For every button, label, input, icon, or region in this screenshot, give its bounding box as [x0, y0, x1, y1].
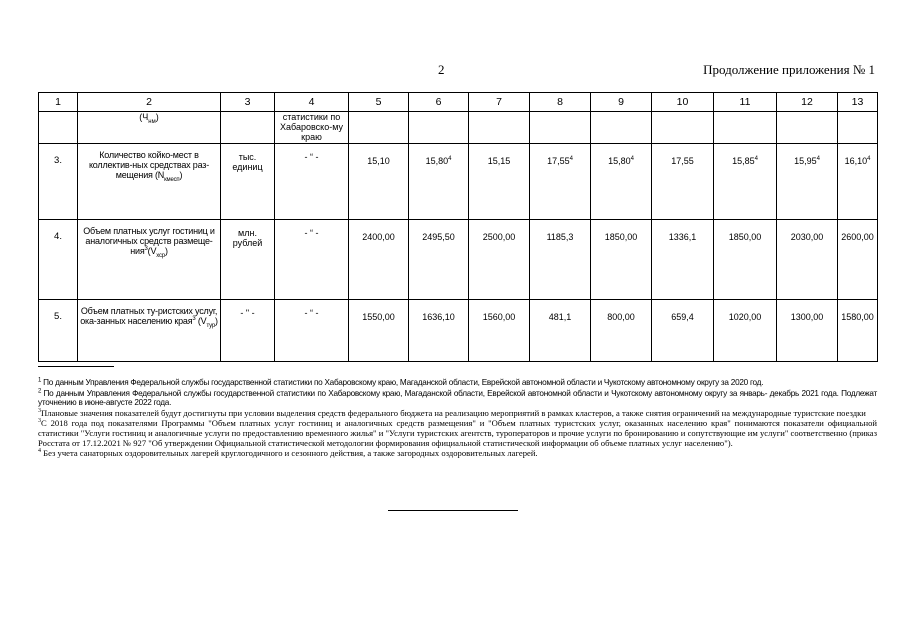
footnote-4: $^4$ Без учета санаторных оздоровительных лагерей круглогодичного и сезонного действия, а также загородных оздоровительных лагерей. — [38, 448, 538, 459]
value-cell — [409, 112, 469, 144]
indicator-cell: Количество койко-мест в коллектив-ных средствах раз-мещения $(N_{кмесп})$ — [78, 144, 221, 220]
footnote-3b: $^3$С 2018 года под показателями Программы "Объем платных услуг гостиниц и аналогичных средств размещения" и "Объем платных туристских услуг, оказанных населению края" понимаются показатели официальной статистики "Услуги гостиниц и аналогичные услуги по предоставлению временного жилья" и "Услуги туристских агентств, туроператоров и прочие услуги по бронированию и сопутствующие им услуги" соответственно (приказ Росстата от 17.12.2021 № 927 "Об утверждении Официальной статистической методологии формирования официальной статистической информации об объеме платных услуг населению"). — [38, 418, 877, 448]
col-header: 4 — [275, 93, 349, 112]
source-cell: - “ - — [275, 300, 349, 362]
col-header: 1 — [39, 93, 78, 112]
indicator-cell: Объем платных ту-ристских услуг, ока-занных населению края$^3$ $(V_{тур})$ — [78, 300, 221, 362]
value-cell — [530, 112, 591, 144]
value-cell: 17,55 — [652, 144, 714, 220]
row-number-cell: 4. — [39, 220, 78, 300]
unit-cell — [221, 112, 275, 144]
col-header: 12 — [777, 93, 838, 112]
col-header: 9 — [591, 93, 652, 112]
row-number-cell — [39, 112, 78, 144]
col-header: 11 — [714, 93, 777, 112]
value-cell: 1560,00 — [469, 300, 530, 362]
indicators-table — [38, 92, 878, 362]
unit-cell: - " - — [221, 300, 275, 362]
value-cell: 16,10$^4$ — [838, 144, 878, 220]
table-row — [39, 220, 878, 300]
value-cell: 2400,00 — [349, 220, 409, 300]
col-header: 6 — [409, 93, 469, 112]
value-cell: 800,00 — [591, 300, 652, 362]
end-divider — [388, 510, 518, 511]
footnote-2: $^2$ По данным Управления Федеральной службы государственной статистики по Хабаровскому краю, Магаданской области, Еврейской автономной области и Чукотскому автономному округу за январь- декабрь 2021 года. Подлежат уточнению в июне-августе 2022 года. — [38, 387, 877, 408]
value-cell: 481,1 — [530, 300, 591, 362]
row-number-cell: 5. — [39, 300, 78, 362]
value-cell: 1336,1 — [652, 220, 714, 300]
value-cell: 15,85$^4$ — [714, 144, 777, 220]
indicator-cell: $(Ч_{нм})$ — [78, 112, 221, 144]
footnote-1: $^1$ По данным Управления Федеральной службы государственной статистики по Хабаровскому краю, Магаданской области, Еврейской автономной области и Чукотскому автономному округу за 2020 год. — [38, 377, 764, 387]
value-cell: 1636,10 — [409, 300, 469, 362]
value-cell: 1300,00 — [777, 300, 838, 362]
value-cell: 1550,00 — [349, 300, 409, 362]
value-cell — [838, 112, 878, 144]
value-cell: 17,55$^4$ — [530, 144, 591, 220]
value-cell: 2600,00 — [838, 220, 878, 300]
unit-cell: млн. рублей — [221, 220, 275, 300]
value-cell — [591, 112, 652, 144]
value-cell: 1850,00 — [714, 220, 777, 300]
col-header: 5 — [349, 93, 409, 112]
value-cell: 15,80$^4$ — [591, 144, 652, 220]
value-cell — [777, 112, 838, 144]
source-cell: - “ - — [275, 220, 349, 300]
value-cell: 2495,50 — [409, 220, 469, 300]
value-cell — [714, 112, 777, 144]
value-cell: 1020,00 — [714, 300, 777, 362]
col-header: 2 — [78, 93, 221, 112]
value-cell: 15,10 — [349, 144, 409, 220]
col-header: 7 — [469, 93, 530, 112]
col-header: 10 — [652, 93, 714, 112]
footnotes — [38, 378, 877, 460]
page-number: 2 — [438, 62, 445, 77]
appendix-label: Продолжение приложения № 1 — [703, 62, 875, 77]
value-cell: 15,80$^4$ — [409, 144, 469, 220]
value-cell: 15,15 — [469, 144, 530, 220]
value-cell: 2500,00 — [469, 220, 530, 300]
column-number-row — [39, 93, 878, 112]
value-cell: 1185,3 — [530, 220, 591, 300]
value-cell: 1580,00 — [838, 300, 878, 362]
footnote-3: $^3$Плановые значения показателей будут достигнуты при условии выделения средств федерального бюджета на реализацию мероприятий в рамках кластеров, а также снятия ограничений на международные туристские поездки — [38, 407, 866, 418]
source-cell: статистики по Хабаровско-му краю — [275, 112, 349, 144]
value-cell: 659,4 — [652, 300, 714, 362]
value-cell — [349, 112, 409, 144]
col-header: 3 — [221, 93, 275, 112]
row-number-cell: 3. — [39, 144, 78, 220]
table-row — [39, 112, 878, 144]
col-header: 8 — [530, 93, 591, 112]
col-header: 13 — [838, 93, 878, 112]
value-cell — [652, 112, 714, 144]
footnote-divider — [38, 366, 114, 367]
table-row — [39, 144, 878, 220]
unit-cell: тыс. единиц — [221, 144, 275, 220]
indicator-cell: Объем платных услуг гостиниц и аналогичных средств размеще-$ния^3(V_{хср})$ — [78, 220, 221, 300]
source-cell: - “ - — [275, 144, 349, 220]
value-cell — [469, 112, 530, 144]
value-cell: 2030,00 — [777, 220, 838, 300]
table-row — [39, 300, 878, 362]
value-cell: 1850,00 — [591, 220, 652, 300]
value-cell: 15,95$^4$ — [777, 144, 838, 220]
